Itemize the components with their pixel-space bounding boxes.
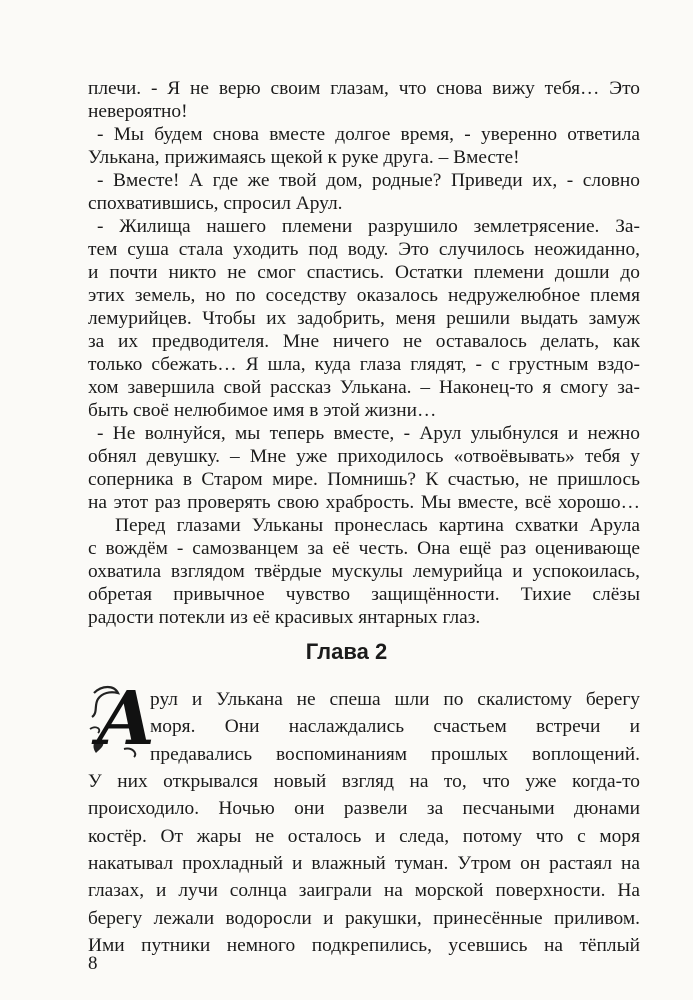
- chapter-title: Глава 2: [305, 639, 388, 664]
- text-line: невероятно!: [88, 101, 188, 122]
- text-line: лемурийцев. Чтобы их задобрить, меня решили выдать замуж: [88, 308, 640, 329]
- text-line: на этот раз проверять свою храбрость. Мы вместе, всё хорошо…: [88, 492, 640, 513]
- text-line: рул и Улькана не спеша шли по скалистому берегу: [150, 689, 640, 710]
- text-line: моря. Они наслаждались счастьем встречи и: [150, 716, 640, 737]
- text-line: Ими путники немного подкрепились, усевшись на тёплый: [88, 935, 640, 956]
- text-line: соперника в Старом мире. Помнишь? К счастью, не пришлось: [88, 469, 640, 490]
- text-line: - Не волнуйся, мы теперь вместе, - Арул улыбнулся и нежно: [97, 423, 640, 444]
- text-line: быть своё нелюбимое имя в этой жизни…: [88, 400, 437, 421]
- text-line: обретая привычное чувство защищённости. Тихие слёзы: [88, 584, 640, 605]
- text-line: глазах, и лучи солнца заиграли на морской поверхности. На: [88, 880, 640, 901]
- text-line: и почти никто не смог спастись. Остатки племени дошли до: [88, 262, 640, 283]
- text-line: Перед глазами Ульканы пронеслась картина схватки Арула: [115, 515, 640, 536]
- text-line: У них открывался новый взгляд на то, что уже когда-то: [88, 771, 640, 792]
- text-line: хом завершила свой рассказ Улькана. – Наконец-то я смогу за-: [88, 377, 640, 398]
- text-line: плечи. - Я не верю своим глазам, что снова вижу тебя… Это: [88, 78, 640, 99]
- text-line: радости потекли из её красивых янтарных глаз.: [88, 607, 481, 628]
- text-line: этих земель, но по соседству оказалось недружелюбное племя: [88, 285, 640, 306]
- text-line: только сбежать… Я шла, куда глаза глядят, - с грустным вздо-: [88, 354, 640, 375]
- text-line: - Мы будем снова вместе долгое время, - уверенно ответила: [97, 124, 640, 145]
- drop-cap-ornament: [88, 676, 157, 762]
- text-line: за их предводителя. Мне ничего не оставалось делать, как: [88, 331, 640, 352]
- text-line: Улькана, прижимаясь щекой к руке друга. – Вместе!: [88, 147, 520, 168]
- page-number: 8: [88, 953, 98, 974]
- text-line: спохватившись, спросил Арул.: [88, 193, 343, 214]
- text-line: обнял девушку. – Мне уже приходилось «отвоёвывать» тебя у: [88, 446, 640, 467]
- text-line: охватила взглядом твёрдые мускулы лемурийца и успокоилась,: [88, 561, 640, 582]
- text-line: берегу лежали водоросли и ракушки, принесённые приливом.: [88, 908, 640, 929]
- drop-cap-letter: А: [96, 676, 157, 762]
- text-line: костёр. От жары не осталось и следа, потому что с моря: [88, 826, 640, 847]
- text-line: - Жилища нашего племени разрушило землетрясение. За-: [97, 216, 640, 237]
- text-line: происходило. Ночью они развели за песчаными дюнами: [88, 798, 640, 819]
- text-line: тем суша стала уходить под воду. Это случилось неожиданно,: [88, 239, 640, 260]
- text-line: предавались воспоминаниям прошлых воплощений.: [150, 744, 640, 765]
- text-line: накатывал прохладный и влажный туман. Утром он растаял на: [88, 853, 640, 874]
- text-line: с вождём - самозванцем за её честь. Она ещё раз оценивающе: [88, 538, 640, 559]
- text-line: - Вместе! А где же твой дом, родные? Приведи их, - словно: [97, 170, 640, 191]
